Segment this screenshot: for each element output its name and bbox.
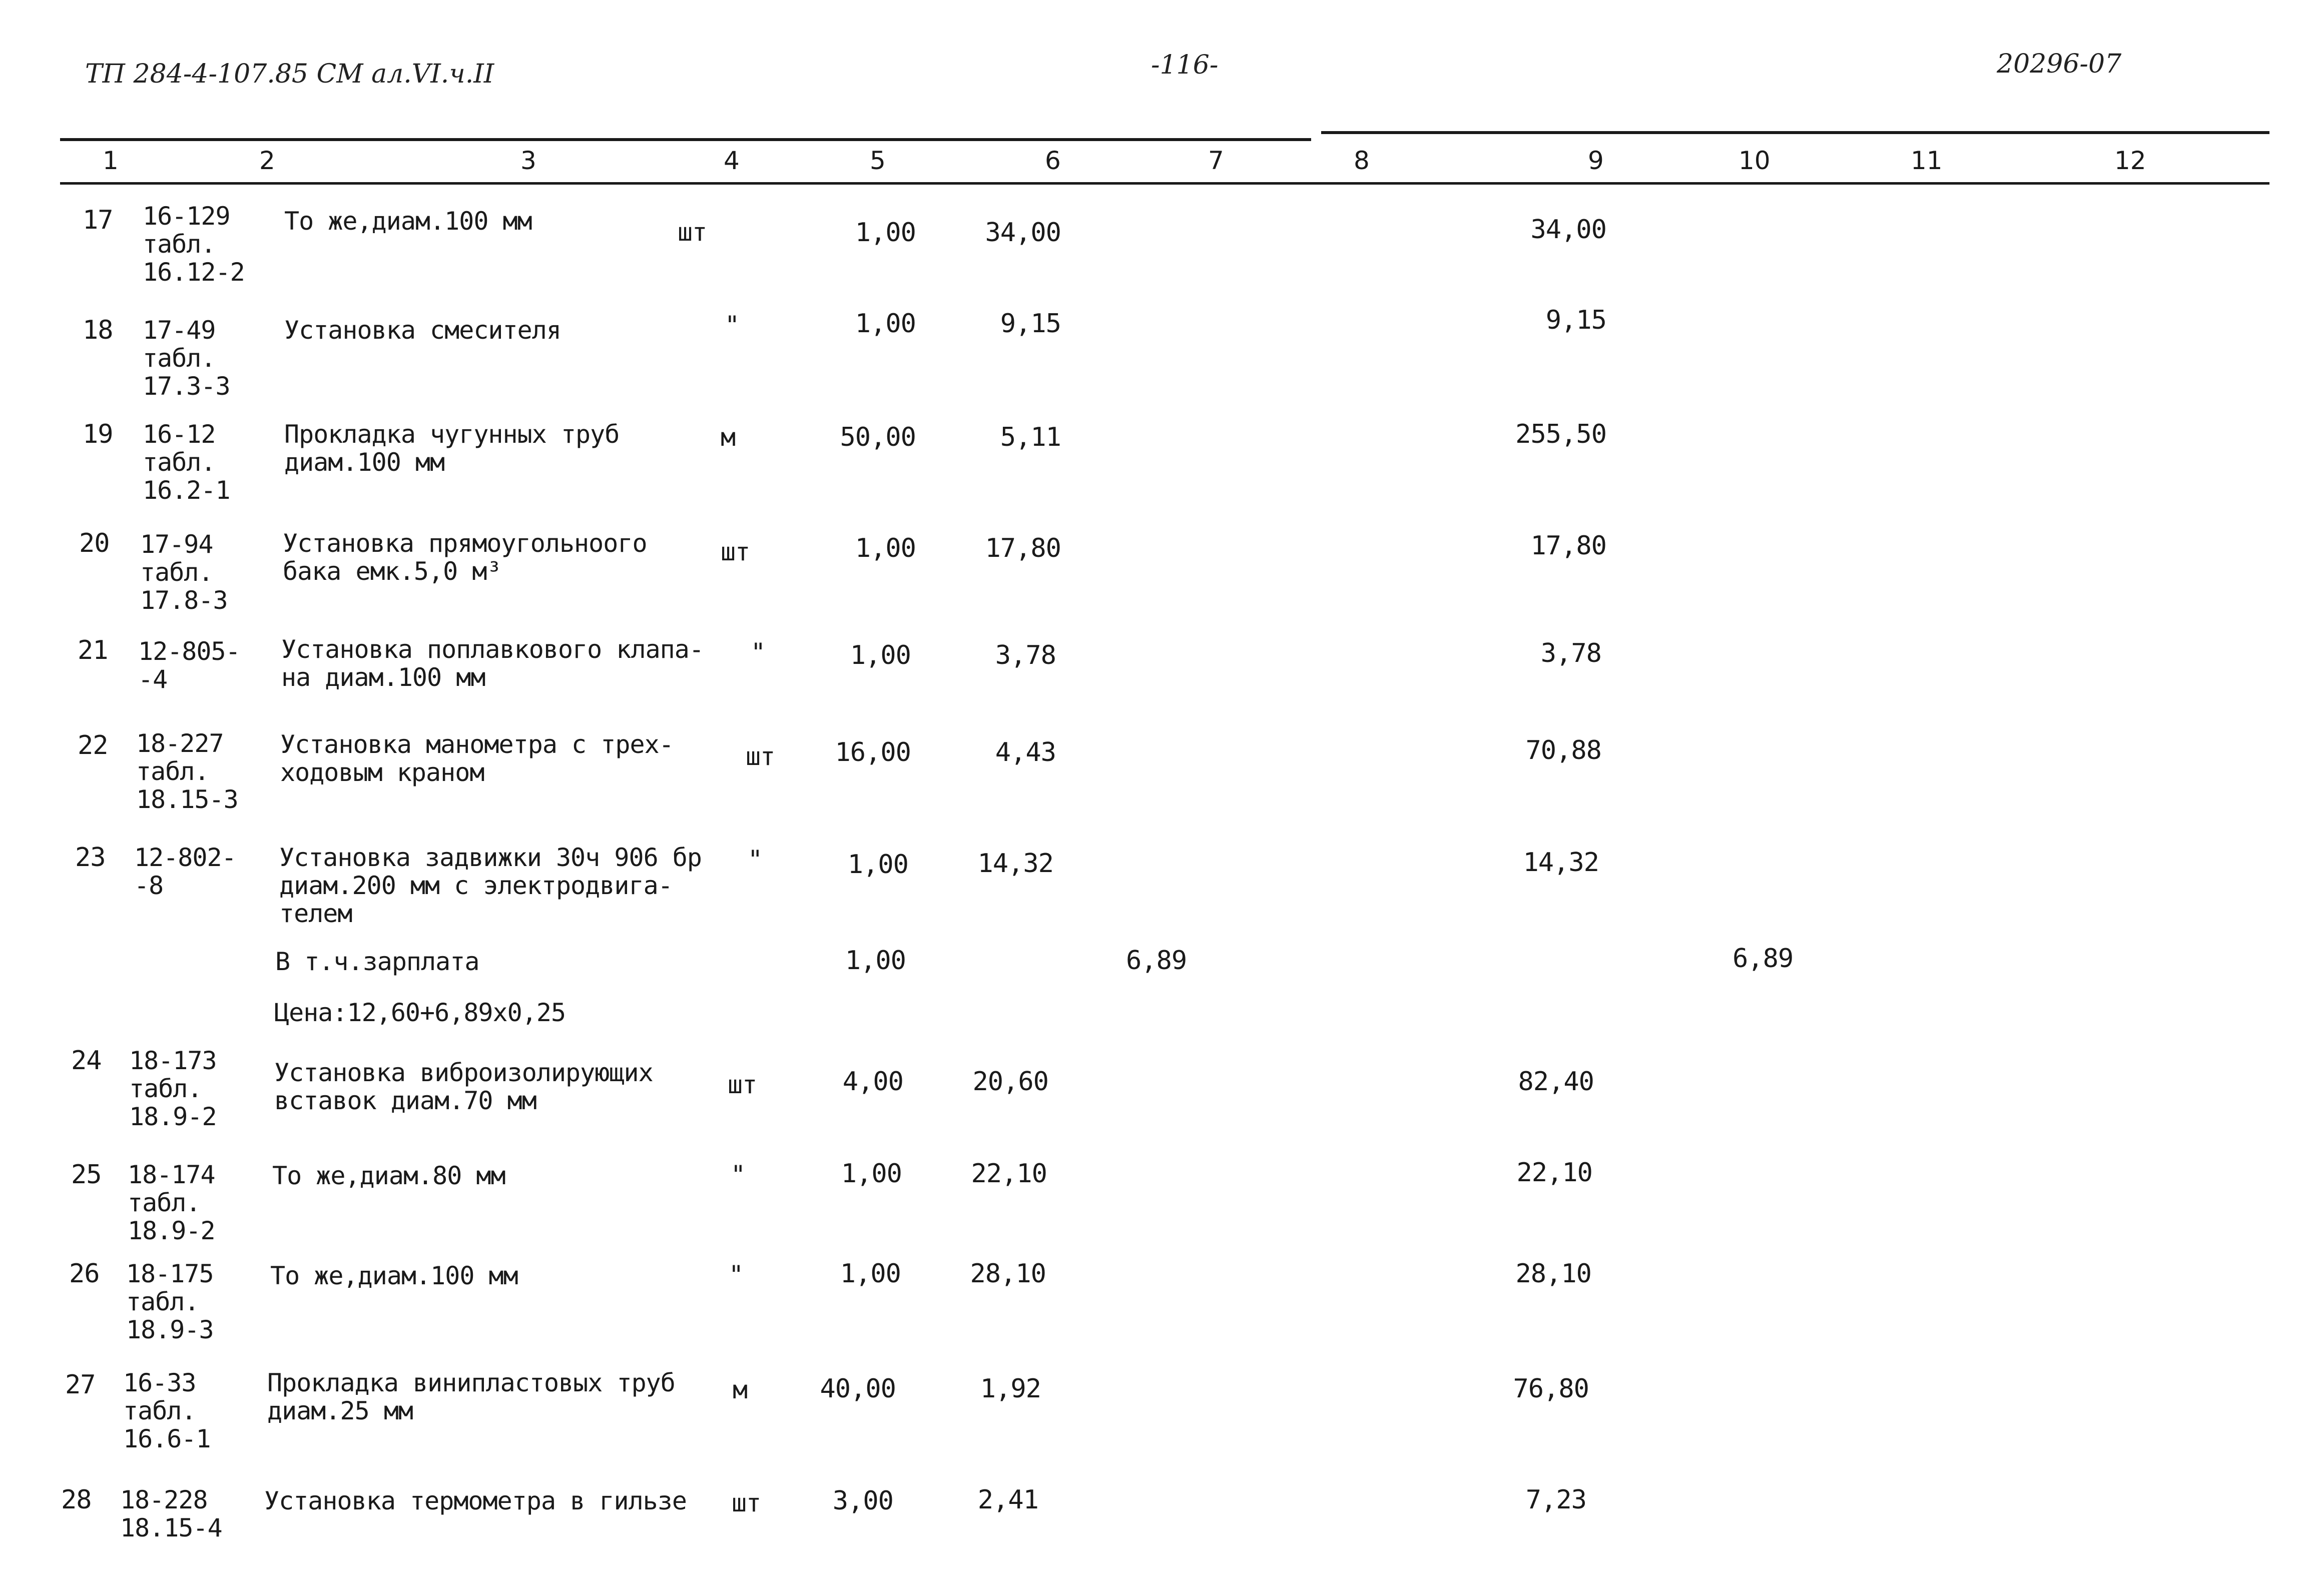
row-total: 82,40	[1518, 1067, 1594, 1097]
row-code: 18-175 табл. 18.9-3	[126, 1259, 214, 1344]
wage-col7: 6,89	[1126, 946, 1187, 976]
row-price: 20,60	[972, 1067, 1048, 1097]
row-qty: 1,00	[847, 850, 908, 880]
row-name: Прокладка винипластовых труб диам.25 мм	[267, 1368, 675, 1425]
row-total: 9,15	[1545, 305, 1606, 335]
row-name: Установка поплавкового клапа- на диам.100 мм	[281, 635, 704, 692]
row-qty: 1,00	[855, 309, 916, 339]
row-code: 18-227 табл. 18.15-3	[136, 729, 238, 814]
row-price: 28,10	[970, 1259, 1046, 1289]
row-qty: 1,00	[855, 533, 916, 563]
row-number: 22	[78, 730, 108, 760]
price-note: Цена:12,60+6,89х0,25	[274, 998, 566, 1027]
column-number: 2	[259, 146, 275, 175]
row-unit: шт	[728, 1070, 757, 1099]
row-qty: 50,00	[840, 422, 916, 452]
row-number: 24	[71, 1046, 102, 1076]
row-code: 16-12 табл. 16.2-1	[143, 420, 230, 505]
row-total: 76,80	[1513, 1374, 1589, 1404]
wage-label: В т.ч.зарплата	[275, 947, 479, 976]
row-total: 22,10	[1516, 1158, 1592, 1188]
row-qty: 16,00	[835, 737, 911, 767]
row-price: 9,15	[1000, 309, 1061, 339]
row-name: Установка прямоугольноого бака емк.5,0 м³	[283, 529, 647, 586]
row-number: 21	[78, 635, 108, 665]
row-code: 17-94 табл. 17.8-3	[140, 530, 228, 615]
row-name: То же,диам.100 мм	[270, 1261, 518, 1290]
wage-qty: 1,00	[845, 946, 906, 976]
column-number: 5	[870, 146, 886, 175]
row-code: 12-802- -8	[134, 843, 236, 900]
table-header-bottom-rule	[60, 182, 2269, 185]
row-price: 1,92	[980, 1374, 1041, 1404]
row-name: Прокладка чугунных труб диам.100 мм	[284, 420, 620, 477]
column-number: 8	[1354, 146, 1370, 175]
row-name: То же,диам.80 мм	[272, 1161, 505, 1190]
row-unit: "	[748, 845, 763, 874]
row-code: 18-174 табл. 18.9-2	[128, 1160, 215, 1245]
column-number: 10	[1739, 146, 1771, 175]
row-qty: 1,00	[841, 1159, 902, 1189]
row-unit: м	[721, 423, 736, 452]
row-total: 28,10	[1515, 1259, 1591, 1289]
row-number: 26	[69, 1259, 100, 1289]
row-unit: шт	[746, 742, 775, 771]
row-name: То же,диам.100 мм	[284, 207, 532, 236]
row-price: 3,78	[995, 640, 1056, 670]
row-price: 4,43	[995, 737, 1056, 767]
column-number: 9	[1588, 146, 1604, 175]
row-unit: шт	[678, 218, 707, 247]
row-number: 18	[83, 315, 113, 345]
row-qty: 40,00	[820, 1374, 896, 1404]
row-qty: 3,00	[832, 1486, 893, 1516]
wage-col10: 6,89	[1733, 944, 1794, 974]
row-code: 16-33 табл. 16.6-1	[123, 1368, 211, 1453]
row-name: Установка смесителя	[284, 316, 561, 345]
row-unit: "	[725, 311, 740, 340]
row-number: 27	[65, 1370, 96, 1400]
row-code: 16-129 табл. 16.12-2	[143, 202, 245, 287]
document-code: ТП 284-4-107.85 СМ ал.VI.ч.II	[85, 59, 494, 89]
table-top-rule-right	[1321, 131, 2269, 134]
row-price: 34,00	[985, 218, 1061, 248]
row-qty: 1,00	[855, 218, 916, 248]
row-number: 25	[71, 1160, 102, 1190]
row-name: Установка задвижки 30ч 906 бр диам.200 мм с электродвига- телем	[279, 843, 702, 928]
row-name: Установка виброизолирующих вставок диам.70 мм	[274, 1058, 653, 1115]
row-unit: "	[751, 638, 766, 667]
archive-number: 20296-07	[1997, 49, 2122, 79]
row-total: 7,23	[1525, 1485, 1586, 1515]
row-code: 18-173 табл. 18.9-2	[129, 1046, 217, 1131]
row-total: 17,80	[1530, 531, 1606, 561]
column-number: 3	[520, 146, 536, 175]
row-unit: шт	[721, 537, 750, 566]
column-number: 1	[103, 146, 119, 175]
row-total: 14,32	[1523, 848, 1599, 878]
column-number: 11	[1911, 146, 1943, 175]
row-number: 17	[83, 205, 113, 235]
row-total: 34,00	[1530, 215, 1606, 245]
row-name: Установка термометра в гильзе	[264, 1486, 687, 1515]
row-total: 255,50	[1515, 419, 1606, 449]
row-code: 17-49 табл. 17.3-3	[143, 316, 230, 401]
row-number: 19	[83, 419, 113, 449]
row-qty: 4,00	[842, 1067, 903, 1097]
row-qty: 1,00	[840, 1259, 901, 1289]
row-unit: шт	[732, 1488, 761, 1517]
row-total: 3,78	[1540, 638, 1601, 668]
row-price: 14,32	[977, 849, 1053, 879]
row-unit: "	[731, 1160, 746, 1189]
row-code: 12-805- -4	[138, 637, 240, 694]
row-total: 70,88	[1525, 735, 1601, 765]
row-price: 5,11	[1000, 422, 1061, 452]
row-qty: 1,00	[850, 640, 911, 670]
row-number: 28	[61, 1485, 92, 1515]
row-unit: м	[733, 1375, 748, 1404]
row-price: 2,41	[977, 1485, 1038, 1515]
column-number: 12	[2114, 146, 2146, 175]
row-price: 22,10	[971, 1159, 1047, 1189]
row-price: 17,80	[985, 533, 1061, 563]
column-number: 7	[1208, 146, 1224, 175]
row-unit: "	[729, 1260, 744, 1289]
row-name: Установка манометра с трех- ходовым краном	[280, 730, 674, 787]
row-number: 23	[75, 843, 106, 873]
page-number: -116-	[1151, 50, 1219, 80]
column-number: 6	[1045, 146, 1061, 175]
table-top-rule-left	[60, 138, 1311, 141]
column-number: 4	[724, 146, 740, 175]
row-number: 20	[79, 528, 110, 558]
row-code: 18-228 18.15-4	[120, 1485, 222, 1542]
